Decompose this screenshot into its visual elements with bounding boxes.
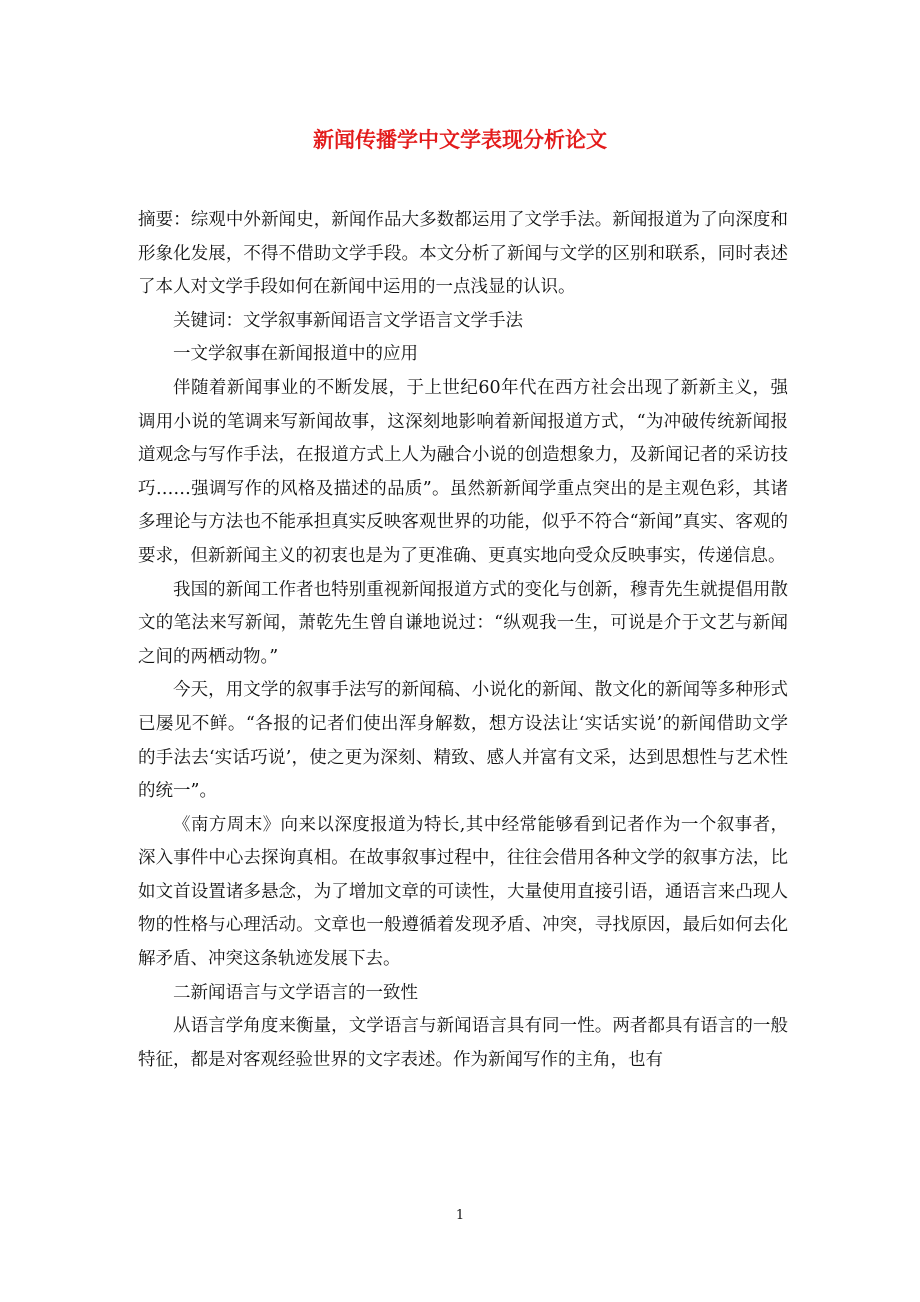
page-number: 1 [455,1208,465,1223]
document-title: 新闻传播学中文学表现分析论文 [313,127,607,152]
body-paragraph: 今天，用文学的叙事手法写的新闻稿、小说化的新闻、散文化的新闻等多种形式已屡见不鲜。“各报的记者们使出浑身解数，想方设法让‘实话实说’的新闻借助文学的手法去‘实话巧说’，使之更为深刻、精致、感人并富有文采，达到思想性与艺术性的统一”。 [138,680,788,802]
body-paragraph: 从语言学角度来衡量，文学语言与新闻语言具有同一性。两者都具有语言的一般特征，都是对客观经验世界的文字表述。作为新闻写作的主角，也有 [138,1016,788,1070]
body-paragraph: 我国的新闻工作者也特别重视新闻报道方式的变化与创新，穆青先生就提倡用散文的笔法来写新闻，萧乾先生曾自谦地说过：“纵观我一生，可说是介于文艺与新闻之间的两栖动物。” [138,579,788,667]
abstract-paragraph: 摘要：综观中外新闻史，新闻作品大多数都运用了文学手法。新闻报道为了向深度和形象化发展，不得不借助文学手段。本文分析了新闻与文学的区别和联系，同时表述了本人对文学手段如何在新闻中运用的一点浅显的认识。 [138,210,788,298]
keywords-paragraph: 关键词：文学叙事新闻语言文学语言文学手法 [173,310,523,331]
body-paragraph: 伴随着新闻事业的不断发展，于上世纪60年代在西方社会出现了新新主义，强调用小说的笔调来写新闻故事，这深刻地影响着新闻报道方式，“为冲破传统新闻报道观念与写作手法，在报道方式上人为融合小说的创造想象力，及新闻记者的采访技巧……强调写作的风格及描述的品质”。虽然新新闻学重点突出的是主观色彩，其诸多理论与方法也不能承担真实反映客观世界的功能，似乎不符合“新闻”真实、客观的要求，但新新闻主义的初衷也是为了更准确、更真实地向受众反映事实，传递信息。 [138,377,788,566]
document-body [138,204,788,1077]
section-heading-1: 一文学叙事在新闻报道中的应用 [173,344,418,365]
section-heading-2: 二新闻语言与文学语言的一致性 [173,982,418,1003]
body-paragraph: 《南方周末》向来以深度报道为特长,其中经常能够看到记者作为一个叙事者，深入事件中心去探询真相。在故事叙事过程中，往往会借用各种文学的叙事方法，比如文首设置诸多悬念，为了增加文章的可读性，大量使用直接引语，通语言来凸现人物的性格与心理活动。文章也一般遵循着发现矛盾、冲突，寻找原因，最后如何去化解矛盾、冲突这条轨迹发展下去。 [138,814,788,970]
